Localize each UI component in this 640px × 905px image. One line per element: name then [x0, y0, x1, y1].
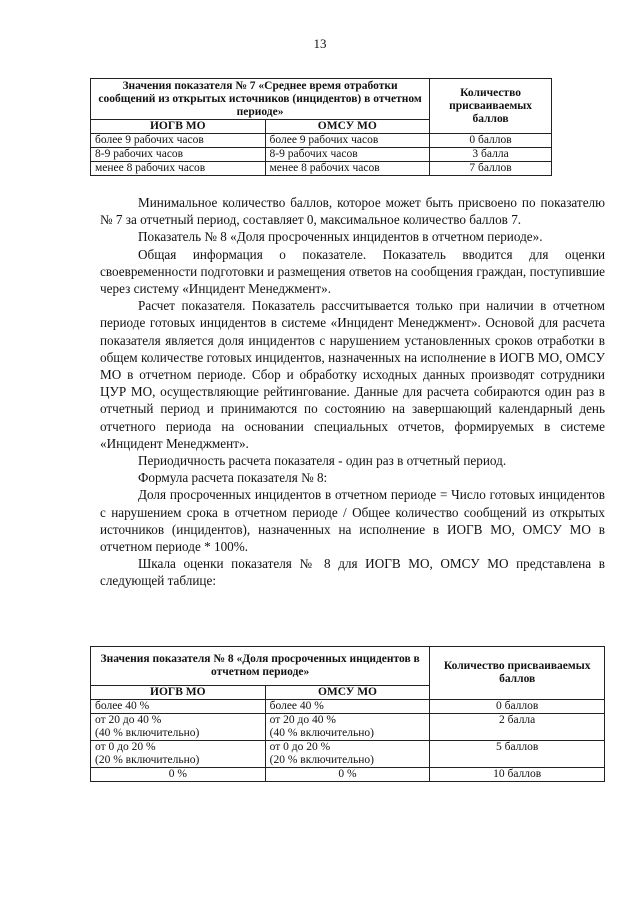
- omsu-value: от 20 до 40 %: [269, 714, 336, 726]
- points-cell: 10 баллов: [430, 768, 605, 782]
- points-cell: 3 балла: [430, 148, 552, 162]
- iogv-note: (40 % включительно): [95, 727, 200, 739]
- points-header: Количество присваиваемых баллов: [430, 647, 605, 700]
- omsu-cell: [265, 741, 430, 768]
- points-cell: 0 баллов: [430, 134, 552, 148]
- omsu-cell: [265, 714, 430, 741]
- omsu-column-header: ОМСУ МО: [265, 686, 430, 700]
- table-header-row: [91, 647, 605, 686]
- iogv-column-header: ИОГВ МО: [91, 120, 266, 134]
- iogv-value: более 40 %: [95, 700, 150, 712]
- omsu-value: от 0 до 20 %: [269, 741, 331, 753]
- iogv-cell: [91, 768, 266, 782]
- table-row: [91, 134, 552, 148]
- omsu-value: более 40 %: [269, 700, 324, 712]
- paragraph: Показатель № 8 «Доля просроченных инцидентов в отчетном периоде».: [138, 229, 543, 245]
- iogv-column-header: ИОГВ МО: [91, 686, 266, 700]
- page-number: 13: [313, 36, 327, 51]
- omsu-value: 0 %: [338, 768, 357, 780]
- paragraph: Доля просроченных инцидентов в отчетном периоде = Число готовых инцидентов с нарушением срока в отчетном периоде / Общее количество сообщений из открытых источников (инцидентов), назначенных на исполнение в ИОГВ МО, ОМСУ МО в отчетном периоде * 100%.: [100, 487, 605, 555]
- paragraph: Периодичность расчета показателя - один раз в отчетный период.: [138, 453, 507, 469]
- points-header: Количество присваиваемых баллов: [430, 79, 552, 134]
- omsu-cell: [265, 700, 430, 714]
- indicator-8-table: [90, 646, 605, 782]
- table-row: [91, 741, 605, 768]
- indicator-8-header: Значения показателя № 8 «Доля просроченных инцидентов в отчетном периоде»: [91, 647, 430, 686]
- paragraph: Общая информация о показателе. Показатель вводится для оценки своевременности подготовки и размещения ответов на сообщения граждан, поступившие через систему «Инцидент Менеджмент».: [100, 246, 605, 297]
- indicator-7-table: [90, 78, 552, 176]
- omsu-note: (20 % включительно): [269, 754, 374, 766]
- paragraph: Формула расчета показателя № 8:: [138, 470, 328, 486]
- table-row: [91, 714, 605, 741]
- indicator-7-header: Значения показателя № 7 «Среднее время отработки сообщений из открытых источников (инцидентов) в отчетном периоде»: [91, 79, 430, 120]
- omsu-cell: более 9 рабочих часов: [265, 134, 430, 148]
- iogv-value: от 20 до 40 %: [95, 714, 162, 726]
- table-row: [91, 768, 605, 782]
- points-cell: 7 баллов: [430, 162, 552, 176]
- points-cell: 5 баллов: [430, 741, 605, 768]
- iogv-value: от 0 до 20 %: [95, 741, 156, 753]
- iogv-cell: менее 8 рабочих часов: [91, 162, 266, 176]
- paragraph: Шкала оценки показателя № 8 для ИОГВ МО, ОМСУ МО представлена в следующей таблице:: [100, 556, 605, 589]
- table-row: [91, 148, 552, 162]
- omsu-note: (40 % включительно): [269, 727, 374, 739]
- omsu-cell: менее 8 рабочих часов: [265, 162, 430, 176]
- table-row: [91, 162, 552, 176]
- points-cell: 0 баллов: [430, 700, 605, 714]
- omsu-cell: [265, 768, 430, 782]
- iogv-cell: 8-9 рабочих часов: [91, 148, 266, 162]
- table-row: [91, 700, 605, 714]
- iogv-value: 0 %: [168, 768, 187, 780]
- iogv-cell: [91, 714, 266, 741]
- iogv-cell: [91, 741, 266, 768]
- omsu-column-header: ОМСУ МО: [265, 120, 430, 134]
- omsu-cell: 8-9 рабочих часов: [265, 148, 430, 162]
- paragraph: Минимальное количество баллов, которое может быть присвоено по показателю № 7 за отчетный период, составляет 0, максимальное количество баллов 7.: [100, 195, 605, 228]
- points-cell: 2 балла: [430, 714, 605, 741]
- table-header-row: [91, 79, 552, 120]
- iogv-note: (20 % включительно): [95, 754, 200, 766]
- iogv-cell: более 9 рабочих часов: [91, 134, 266, 148]
- paragraph: Расчет показателя. Показатель рассчитывается только при наличии в отчетном периоде готовых инцидентов в системе «Инцидент Менеджмент». Основой для расчета показателя является доля инцидентов с нарушением установленных сроков отработки в общем количестве готовых инцидентов, назначенных на исполнение в ИОГВ МО, ОМСУ МО в отчетном периоде. Сбор и обработку исходных данных производят сотрудники ЦУР МО, осуществляющие рейтингование. Данные для расчета собираются один раз в отчетный период и принимаются по состоянию на завершающий календарный день отчетного периода на основании специальных отчетов, формируемых в системе «Инцидент Менеджмент».: [100, 298, 605, 451]
- body-text: [100, 194, 605, 590]
- iogv-cell: [91, 700, 266, 714]
